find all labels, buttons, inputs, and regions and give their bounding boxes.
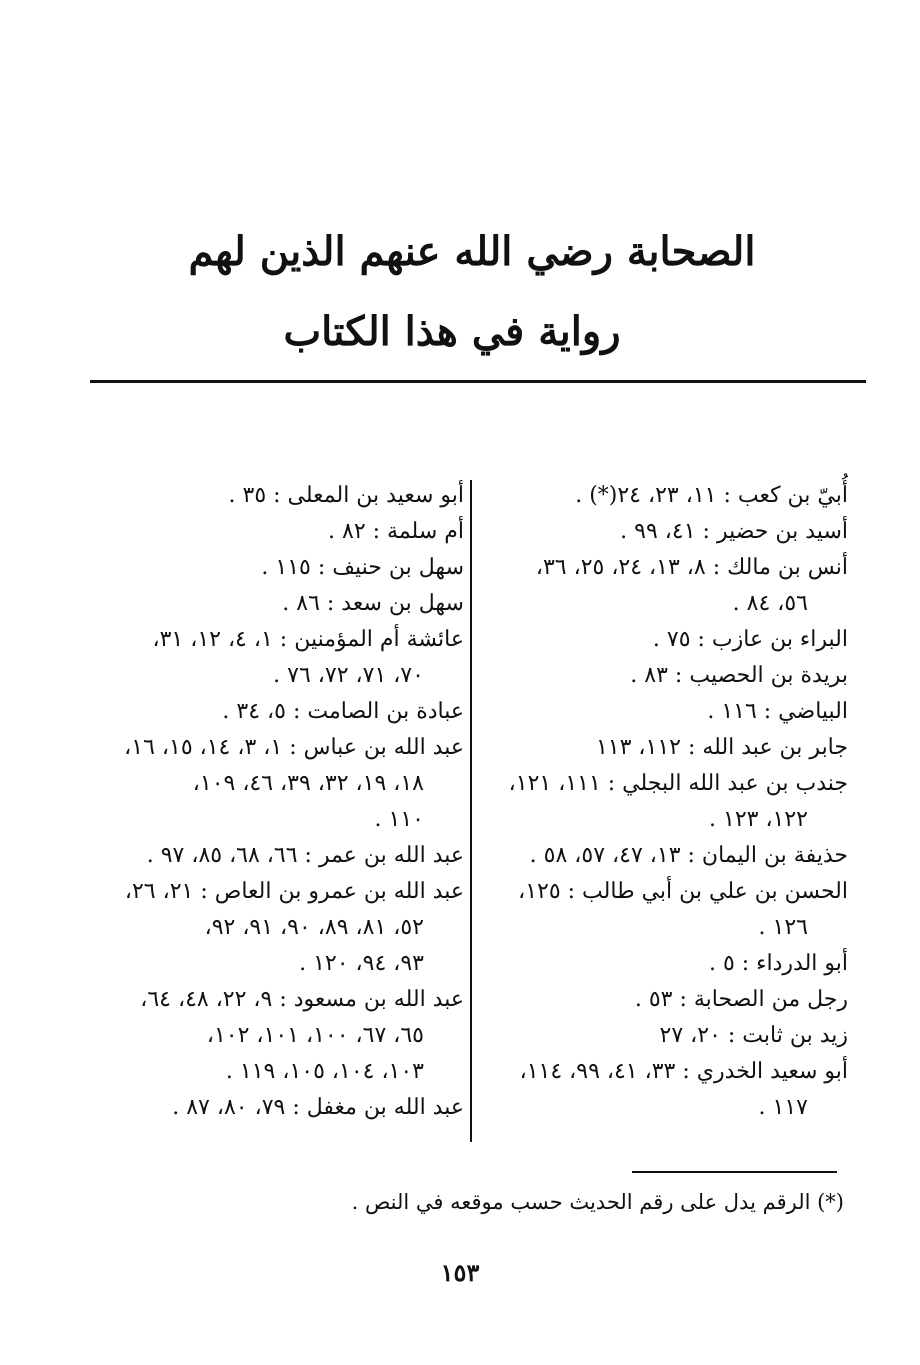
index-entry: بريدة بن الحصيب : ٨٣ .: [630, 663, 848, 688]
index-entry: البراء بن عازب : ٧٥ .: [652, 627, 848, 652]
index-entry: أُبيّ بن كعب : ١١، ٢٣، ٢٤(*) .: [575, 483, 848, 508]
index-entry: ٩٣، ٩٤، ١٢٠ .: [299, 951, 424, 976]
index-entry: ١١٠ .: [374, 807, 424, 832]
page-title: الصحابة رضي الله عنهم الذين لهم: [188, 228, 756, 275]
index-entry: أم سلمة : ٨٢ .: [328, 519, 464, 544]
index-entry: أنس بن مالك : ٨، ١٣، ٢٤، ٢٥، ٣٦،: [535, 555, 848, 580]
index-entry: ٥٦، ٨٤ .: [732, 591, 808, 616]
index-entry: عبد الله بن عمرو بن العاص : ٢١، ٢٦،: [124, 879, 464, 904]
footnote: (*) الرقم يدل على رقم الحديث حسب موقعه في النص .: [351, 1190, 844, 1214]
index-entry: عبد الله بن مغفل : ٧٩، ٨٠، ٨٧ .: [172, 1095, 464, 1120]
index-entry: عبد الله بن عمر : ٦٦، ٦٨، ٨٥، ٩٧ .: [146, 843, 464, 868]
page-number: ١٥٣: [440, 1258, 480, 1287]
title-divider: [90, 380, 866, 383]
index-entry: سهل بن سعد : ٨٦ .: [282, 591, 464, 616]
index-entry: ١١٧ .: [758, 1095, 808, 1120]
index-entry: أبو سعيد الخدري : ٣٣، ٤١، ٩٩، ١١٤،: [519, 1059, 848, 1084]
index-entry: زيد بن ثابت : ٢٠، ٢٧: [659, 1023, 848, 1048]
page-subtitle: رواية في هذا الكتاب: [283, 308, 621, 355]
index-entry: ١٨، ١٩، ٣٢، ٣٩، ٤٦، ١٠٩،: [192, 771, 424, 796]
right-column: [476, 478, 848, 1126]
index-entry: البياضي : ١١٦ .: [707, 699, 848, 724]
index-entry: ١٢٦ .: [758, 915, 808, 940]
index-entry: ٧٠، ٧١، ٧٢، ٧٦ .: [273, 663, 424, 688]
footnote-divider: [632, 1171, 837, 1173]
index-entry: الحسن بن علي بن أبي طالب : ١٢٥،: [518, 879, 848, 904]
index-entry: عبادة بن الصامت : ٥، ٣٤ .: [222, 699, 464, 724]
index-entry: حذيفة بن اليمان : ١٣، ٤٧، ٥٧، ٥٨ .: [529, 843, 848, 868]
index-entry: ٥٢، ٨١، ٨٩، ٩٠، ٩١، ٩٢،: [204, 915, 424, 940]
index-entry: جندب بن عبد الله البجلي : ١١١، ١٢١،: [508, 771, 848, 796]
index-entry: أبو سعيد بن المعلى : ٣٥ .: [228, 483, 464, 508]
index-entry: عبد الله بن عباس : ١، ٣، ١٤، ١٥، ١٦،: [124, 735, 464, 760]
index-entry: ١٢٢، ١٢٣ .: [709, 807, 808, 832]
index-entry: عبد الله بن مسعود : ٩، ٢٢، ٤٨، ٦٤،: [140, 987, 464, 1012]
index-entry: سهل بن حنيف : ١١٥ .: [261, 555, 464, 580]
index-entry: رجل من الصحابة : ٥٣ .: [634, 987, 848, 1012]
index-entry: أبو الدرداء : ٥ .: [708, 951, 848, 976]
index-entry: ١٠٣، ١٠٤، ١٠٥، ١١٩ .: [225, 1059, 424, 1084]
column-divider: [470, 480, 472, 1142]
index-entry: جابر بن عبد الله : ١١٢، ١١٣: [595, 735, 848, 760]
index-entry: ٦٥، ٦٧، ١٠٠، ١٠١، ١٠٢،: [206, 1023, 424, 1048]
index-entry: عائشة أم المؤمنين : ١، ٤، ١٢، ٣١،: [152, 627, 464, 652]
left-column: [92, 478, 464, 1126]
index-entry: أسيد بن حضير : ٤١، ٩٩ .: [620, 519, 848, 544]
